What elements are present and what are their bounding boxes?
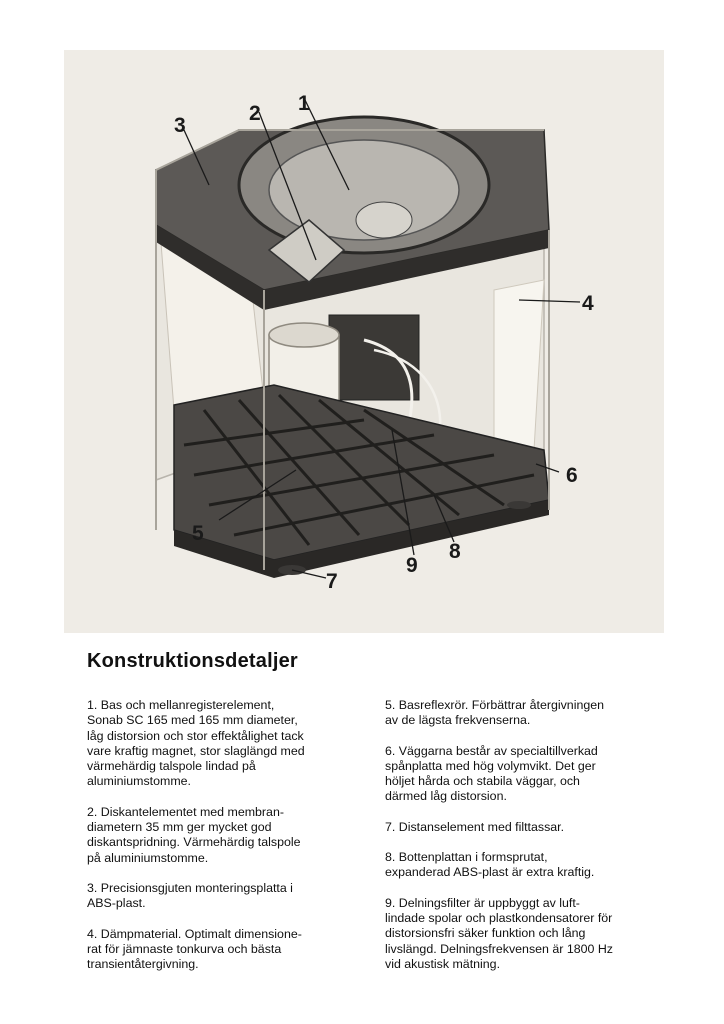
description-item-7: 7. Distanselement med filttassar. — [385, 819, 565, 834]
woofer-dustcap — [356, 202, 412, 238]
description-item-5: 5. Basreflexrör. Förbättrar återgivningen av de lägsta frekvenserna. — [385, 698, 605, 728]
page-heading: Konstruktionsdetaljer — [87, 650, 298, 672]
callout-5: 5 — [192, 522, 204, 545]
crossover-board — [329, 315, 419, 400]
description-item-2: 2. Diskantelementet med membran- diametern 35 mm ger mycket god diskantspridning. Värmehärdig talspole på aluminiumstomme. — [87, 804, 301, 865]
description-item-3: 3. Precisionsgjuten monteringsplatta i ABS-plast. — [87, 880, 293, 911]
description-item-6: 6. Väggarna består av specialtillverkad spånplatta med hög volymvikt. Det ger höljet hårda och stabila väggar, och därmed låg distorsion. — [385, 743, 598, 804]
callout-3: 3 — [174, 114, 186, 137]
description-item-9: 9. Delningsfilter är uppbyggt av luft- lindade spolar och plastkondensatorer för distorsionsfri säker funktion och lång livslängd. Delningsfrekvensen är 1800 Hz vid akustisk mätning. — [385, 895, 613, 971]
callout-7: 7 — [326, 570, 338, 593]
callout-2: 2 — [249, 102, 261, 125]
cutaway-drawing — [64, 50, 664, 633]
description-column-left — [87, 698, 343, 987]
callout-1: 1 — [298, 92, 310, 115]
callout-8: 8 — [449, 540, 461, 563]
callout-4: 4 — [582, 292, 594, 315]
callout-9: 9 — [406, 554, 418, 577]
speaker-cutaway-illustration — [64, 50, 664, 633]
description-item-1: 1. Bas och mellanregisterelement, Sonab SC 165 med 165 mm diameter, låg distorsion och stor effektålighet tack vare kraftig magnet, stor slaglängd med värmehärdig talspole lindad på aluminiumstomme. — [87, 698, 305, 789]
description-item-8: 8. Bottenplattan i formsprutat, expanderad ABS-plast är extra kraftig. — [385, 850, 595, 880]
description-column-right — [385, 698, 641, 987]
description-item-4: 4. Dämpmaterial. Optimalt dimensione- rat för jämnaste tonkurva och bästa transientåtergivning. — [87, 926, 302, 972]
callout-6: 6 — [566, 464, 578, 487]
